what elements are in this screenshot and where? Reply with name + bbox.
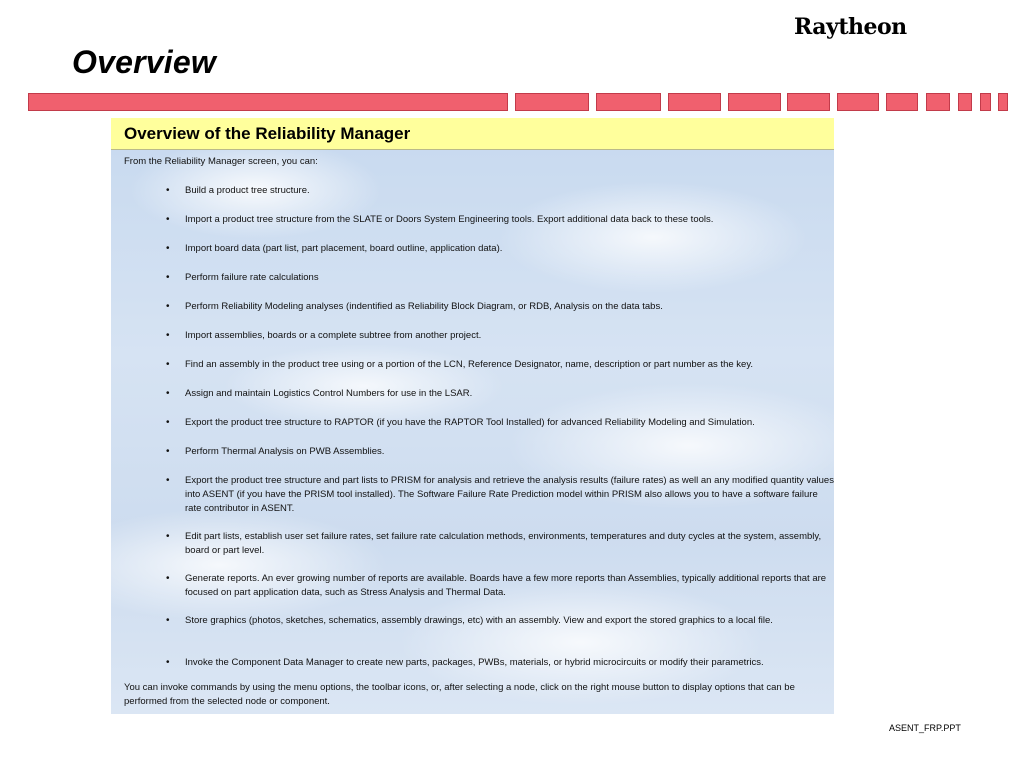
list-item: • Perform failure rate calculations <box>185 271 834 285</box>
slide-title: Overview <box>72 44 216 80</box>
bar-segment <box>668 93 721 111</box>
list-item: • Perform Reliability Modeling analyses (indentified as Reliability Block Diagram, or RDB, Analysis on the data tabs. <box>185 300 834 314</box>
bar-segment <box>837 93 879 111</box>
bar-segment <box>728 93 781 111</box>
bar-segment <box>926 93 950 111</box>
list-item: • Find an assembly in the product tree using or a portion of the LCN, Reference Designator, name, description or part number as the key. <box>185 358 834 372</box>
bar-segment <box>998 93 1008 111</box>
list-item: • Import a product tree structure from the SLATE or Doors System Engineering tools. Export additional data back to these tools. <box>185 213 834 227</box>
list-item: • Import assemblies, boards or a complete subtree from another project. <box>185 329 834 343</box>
list-item: • Store graphics (photos, sketches, schematics, assembly drawings, etc) with an assembly. View and export the stored graphics to a local file. <box>185 614 834 628</box>
content-heading: Overview of the Reliability Manager <box>124 124 411 143</box>
list-item: • Assign and maintain Logistics Control Numbers for use in the LSAR. <box>185 387 834 401</box>
list-item: • Invoke the Component Data Manager to create new parts, packages, PWBs, materials, or hybrid microcircuits or modify their parametrics. <box>185 656 834 670</box>
list-item: • Generate reports. An ever growing number of reports are available. Boards have a few more reports than Assemblies, typically additional reports that are focused on part application data, such as Stress Analysis and Thermal Data. <box>185 572 834 600</box>
outro-text: You can invoke commands by using the menu options, the toolbar icons, or, after selecting a node, click on the right mouse button to display options that can be performed from the selected node or component. <box>124 682 795 707</box>
bar-segment <box>980 93 991 111</box>
raytheon-logo: Raytheon <box>794 14 907 40</box>
list-item: • Export the product tree structure and part lists to PRISM for analysis and retrieve the analysis results (failure rates) as well an any modified quantity values into ASENT (if you have the PRISM tool installed). The Software Failure Rate Prediction model within PRISM also allows you to have a software failure rate contributor in ASENT. <box>185 474 834 516</box>
list-item: • Export the product tree structure to RAPTOR (if you have the RAPTOR Tool Installed) for advanced Reliability Modeling and Simulation. <box>185 416 834 430</box>
bar-segment <box>515 93 589 111</box>
list-item: • Import board data (part list, part placement, board outline, application data). <box>185 242 834 256</box>
bar-segment <box>787 93 830 111</box>
content-header <box>111 118 834 150</box>
list-item: • Perform Thermal Analysis on PWB Assemblies. <box>185 445 834 459</box>
footer-filename: ASENT_FRP.PPT <box>889 723 961 733</box>
list-item: • Edit part lists, establish user set failure rates, set failure rate calculation methods, environments, temperatures and duty cycles at the system, assembly, board or part level. <box>185 530 834 558</box>
intro-text: From the Reliability Manager screen, you can: <box>124 156 318 167</box>
bar-segment <box>28 93 508 111</box>
bar-segment <box>596 93 661 111</box>
bar-segment <box>886 93 918 111</box>
list-item: • Build a product tree structure. <box>185 184 834 198</box>
bar-segment <box>958 93 972 111</box>
decorative-bar-strip <box>28 93 1008 111</box>
overview-content-box <box>111 118 834 714</box>
